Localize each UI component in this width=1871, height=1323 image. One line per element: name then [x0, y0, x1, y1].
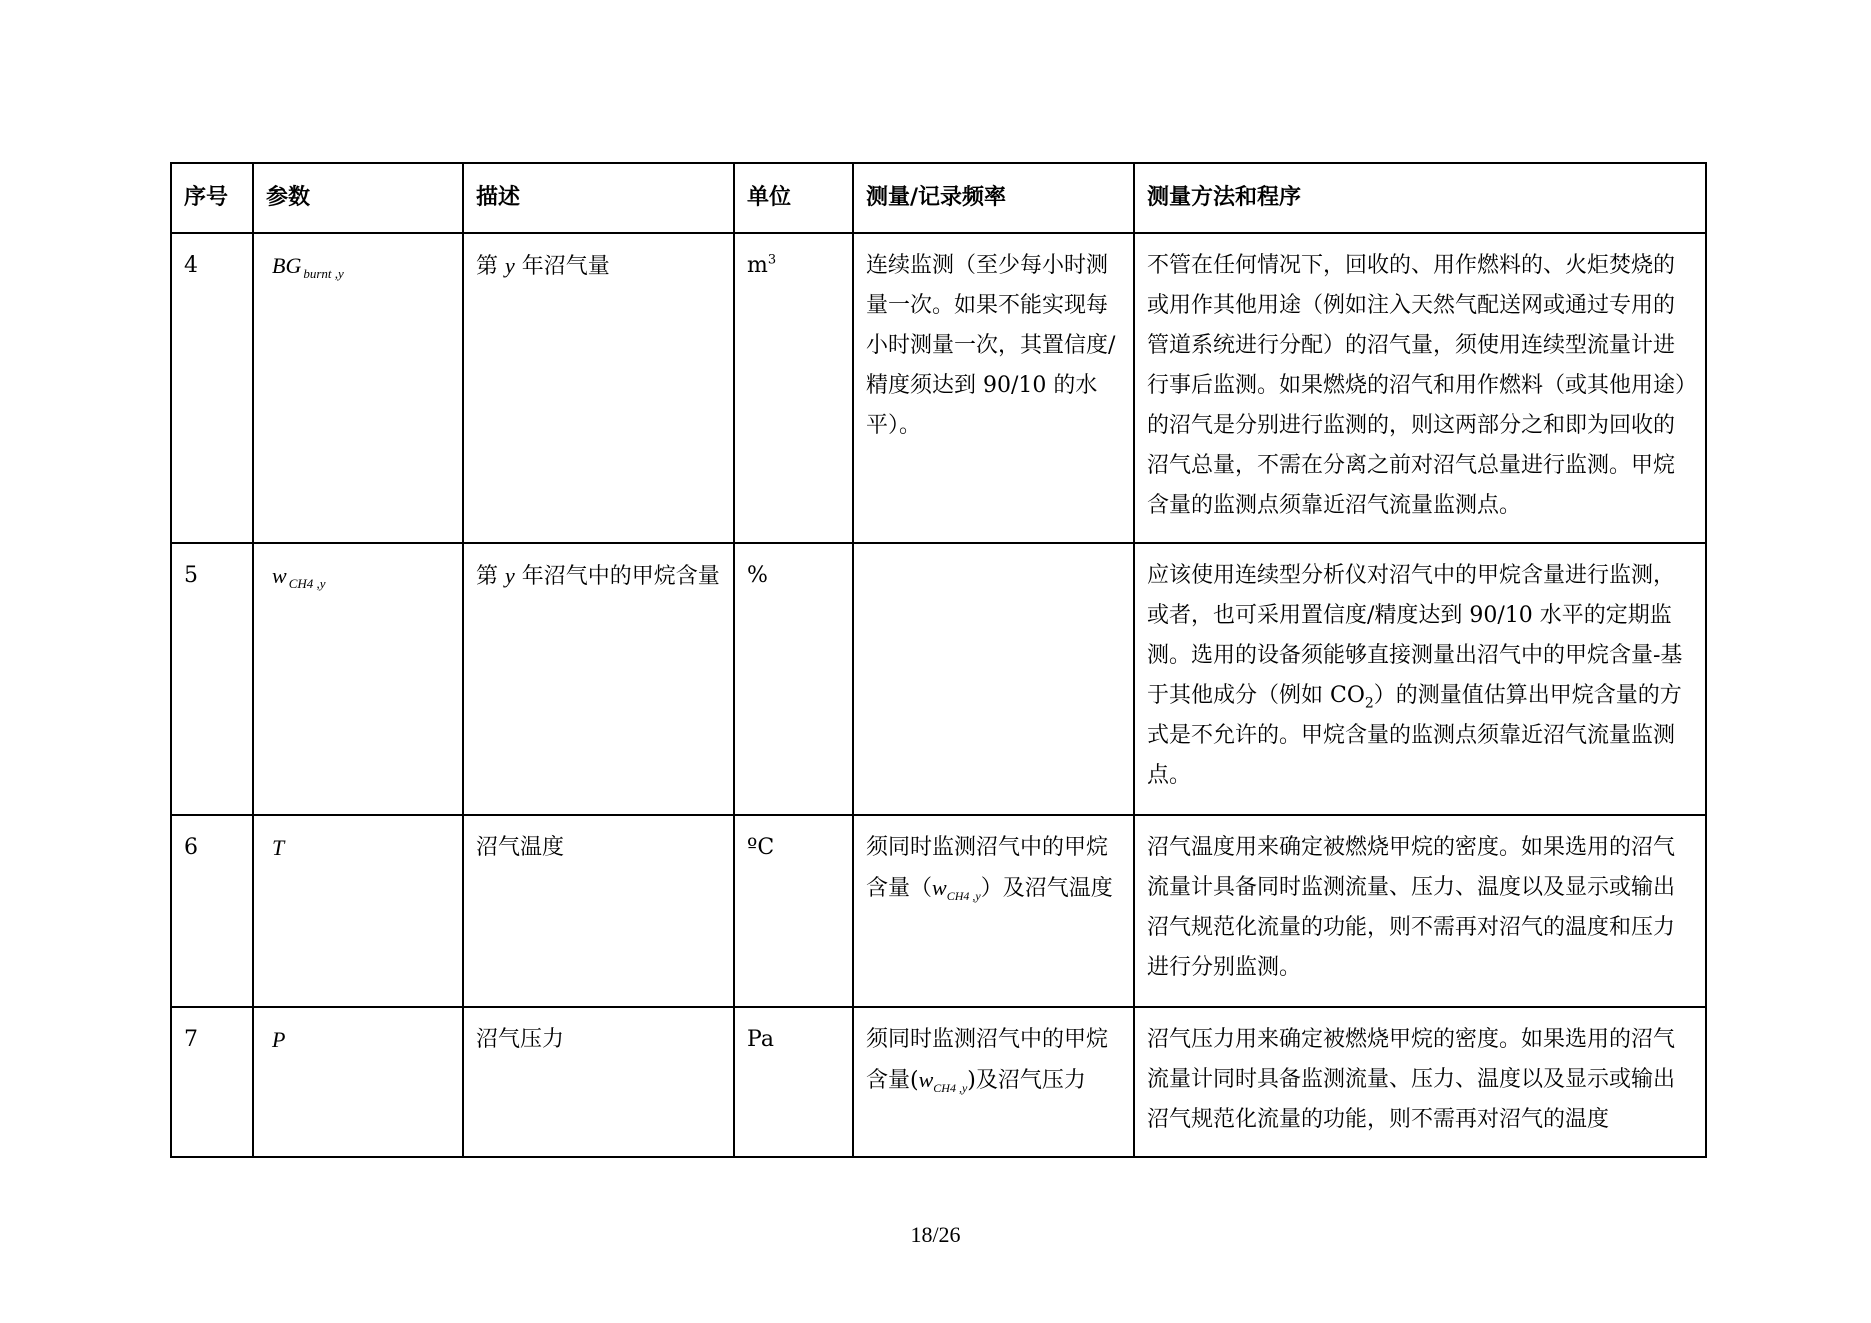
header-desc: 描述 [463, 163, 734, 233]
cell-desc: 沼气压力 [463, 1007, 734, 1157]
cell-freq: 须同时监测沼气中的甲烷含量$(w_{CH4 ,y})$及沼气温度 [853, 815, 1134, 1007]
param-symbol: BG $_{burnt ,y}$ [272, 253, 344, 281]
cell-unit: ºC [734, 815, 853, 1007]
cell-num: 5 [171, 543, 253, 815]
cell-desc: 第 y 年沼气中的甲烷含量 [463, 543, 734, 815]
table-header-row [171, 163, 1706, 233]
cell-num: 4 [171, 233, 253, 543]
cell-num: 6 [171, 815, 253, 1007]
cell-freq [853, 543, 1134, 815]
cell-method: 不管在任何情况下，回收的、用作燃料的、火炬焚烧的或用作其他用途（例如注入天然气配送网或通过专用的管道系统进行分配）的沼气量，须使用连续型流量计进行事后监测。如果燃烧的沼气和用作燃料（或其他用途）的沼气是分别进行监测的，则这两部分之和即为回收的沼气总量，不需在分离之前对沼气总量进行监测。甲烷含量的监测点须靠近沼气流量监测点。 [1134, 233, 1706, 543]
table-row [171, 815, 1706, 1007]
header-method: 测量方法和程序 [1134, 163, 1706, 233]
cell-desc: 沼气温度 [463, 815, 734, 1007]
cell-unit: % [734, 543, 853, 815]
cell-param [253, 233, 463, 543]
cell-method: 沼气温度用来确定被燃烧甲烷的密度。如果选用的沼气流量计具备同时监测流量、压力、温度以及显示或输出沼气规范化流量的功能，则不需再对沼气的温度和压力进行分别监测。 [1134, 815, 1706, 1007]
cell-unit: Pa [734, 1007, 853, 1157]
cell-freq: 须同时监测沼气中的甲烷含量$(w_{CH4 ,y})$及沼气压力 [853, 1007, 1134, 1157]
header-freq: 测量/记录频率 [853, 163, 1134, 233]
header-param: 参数 [253, 163, 463, 233]
inline-symbol: $w_{CH4 ,y}$ [918, 1067, 968, 1095]
table-row [171, 1007, 1706, 1157]
param-symbol: T [272, 835, 285, 860]
cell-method: 沼气压力用来确定被燃烧甲烷的密度。如果选用的沼气流量计同时具备监测流量、压力、温度以及显示或输出沼气规范化流量的功能，则不需再对沼气的温度 [1134, 1007, 1706, 1157]
cell-num: 7 [171, 1007, 253, 1157]
header-unit: 单位 [734, 163, 853, 233]
cell-desc: 第 y 年沼气量 [463, 233, 734, 543]
cell-param [253, 1007, 463, 1157]
cell-param [253, 815, 463, 1007]
cell-unit: $m^3$ [734, 233, 853, 543]
cell-method: 应该使用连续型分析仪对沼气中的甲烷含量进行监测，或者，也可采用置信度/精度达到 90/10 水平的定期监测。选用的设备须能够直接测量出沼气中的甲烷含量-基于其他成分（例如 $CO_2$）的测量值估算出甲烷含量的方式是不允许的。甲烷含量的监测点须靠近沼气流量监测点。 [1134, 543, 1706, 815]
table-row [171, 543, 1706, 815]
header-num: 序号 [171, 163, 253, 233]
param-symbol: P [272, 1027, 286, 1052]
page-number: 18/26 [910, 1222, 961, 1247]
cell-freq: 连续监测（至少每小时测量一次。如果不能实现每小时测量一次，其置信度/精度须达到 90/10 的水平）。 [853, 233, 1134, 543]
table-row [171, 233, 1706, 543]
inline-symbol: $w_{CH4 ,y}$ [932, 875, 981, 903]
cell-param [253, 543, 463, 815]
monitoring-parameter-table [170, 162, 1707, 1158]
param-symbol: w $_{CH4 ,y}$ [272, 563, 326, 591]
